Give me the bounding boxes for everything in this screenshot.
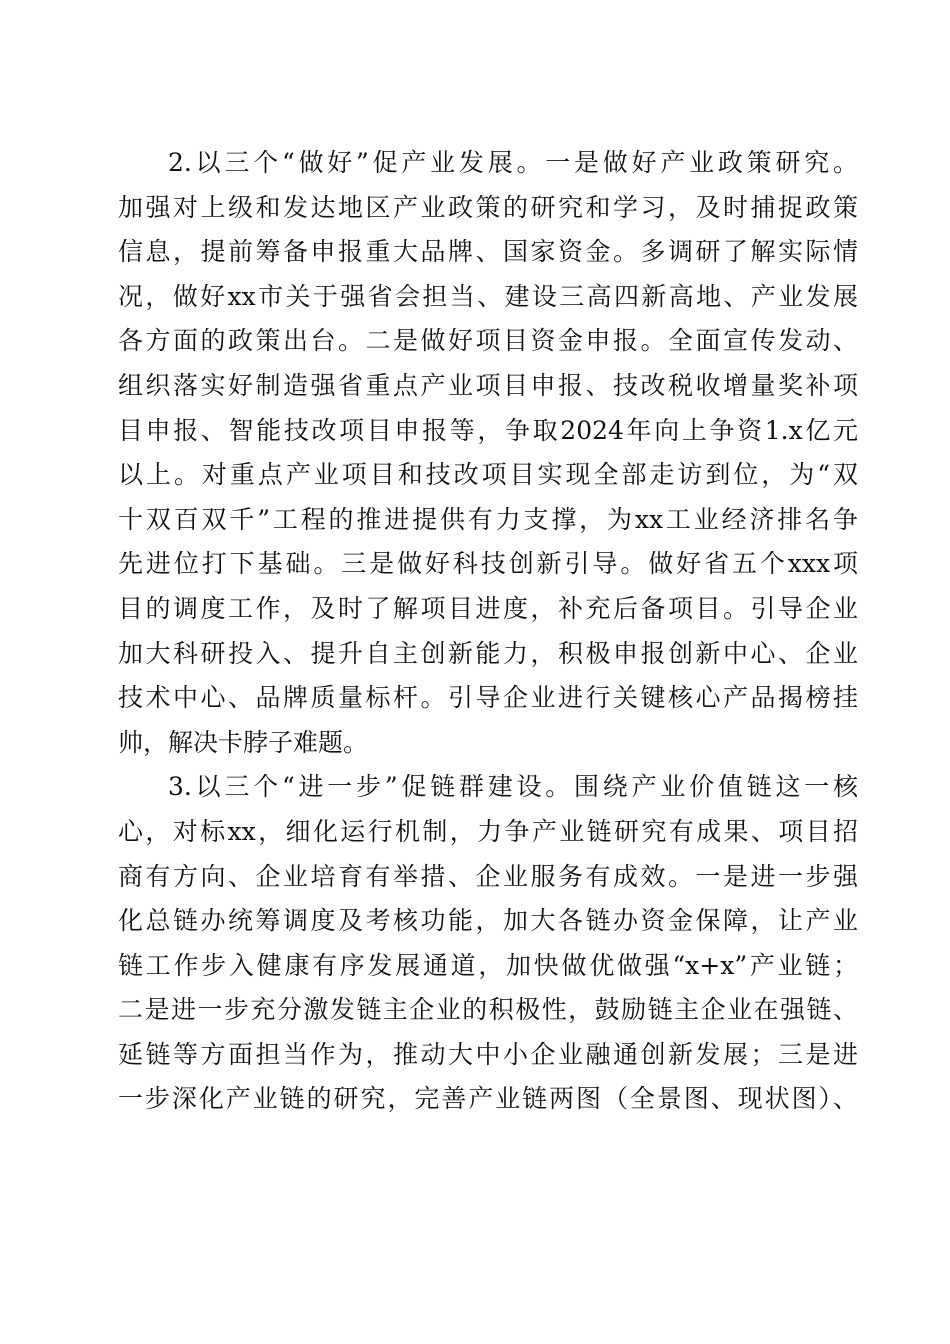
paragraph-line: 组织落实好制造强省重点产业项目申报、技改税收增量奖补项 xyxy=(118,370,858,400)
paragraph-line: 况，做好xx市关于强省会担当、建设三高四新高地、产业发展 xyxy=(118,281,858,311)
paragraph-line: 3.以三个“进一步”促链群建设。围绕产业价值链这一核 xyxy=(168,772,858,802)
paragraph-line: 信息，提前筹备申报重大品牌、国家资金。多调研了解实际情 xyxy=(118,237,858,267)
paragraph-line: 技术中心、品牌质量标杆。引导企业进行关键核心产品揭榜挂 xyxy=(118,683,858,713)
paragraph-line: 心，对标xx，细化运行机制，力争产业链研究有成果、项目招 xyxy=(118,816,858,846)
paragraph-line: 加强对上级和发达地区产业政策的研究和学习，及时捕捉政策 xyxy=(118,192,858,222)
paragraph-line: 目申报、智能技改项目申报等，争取2024年向上争资1.x亿元 xyxy=(118,415,858,445)
paragraph-line: 2.以三个“做好”促产业发展。一是做好产业政策研究。 xyxy=(168,148,858,177)
document-body xyxy=(118,141,858,1122)
paragraph-line: 链工作步入健康有序发展通道，加快做优做强“x+x”产业链； xyxy=(118,950,858,980)
paragraph-line: 加大科研投入、提升自主创新能力，积极申报创新中心、企业 xyxy=(118,638,858,668)
paragraph-industry-development xyxy=(118,141,858,765)
paragraph-line: 目的调度工作，及时了解项目进度，补充后备项目。引导企业 xyxy=(118,593,858,623)
paragraph-line: 十双百双千”工程的推进提供有力支撑，为xx工业经济排名争 xyxy=(118,504,858,534)
paragraph-line: 帅，解决卡脖子难题。 xyxy=(118,727,369,757)
paragraph-line: 各方面的政策出台。二是做好项目资金申报。全面宣传发动、 xyxy=(118,326,858,356)
paragraph-line: 一步深化产业链的研究，完善产业链两图（全景图、现状图）、 xyxy=(118,1084,858,1114)
paragraph-chain-cluster xyxy=(118,765,858,1122)
paragraph-line: 延链等方面担当作为，推动大中小企业融通创新发展；三是进 xyxy=(118,1039,858,1069)
paragraph-line: 商有方向、企业培育有举措、企业服务有成效。一是进一步强 xyxy=(118,861,858,891)
paragraph-line: 以上。对重点产业项目和技改项目实现全部走访到位，为“双 xyxy=(118,460,858,490)
paragraph-line: 二是进一步充分激发链主企业的积极性，鼓励链主企业在强链、 xyxy=(118,995,858,1025)
paragraph-line: 化总链办统筹调度及考核功能，加大各链办资金保障，让产业 xyxy=(118,906,858,936)
paragraph-line: 先进位打下基础。三是做好科技创新引导。做好省五个xxx项 xyxy=(118,549,858,579)
